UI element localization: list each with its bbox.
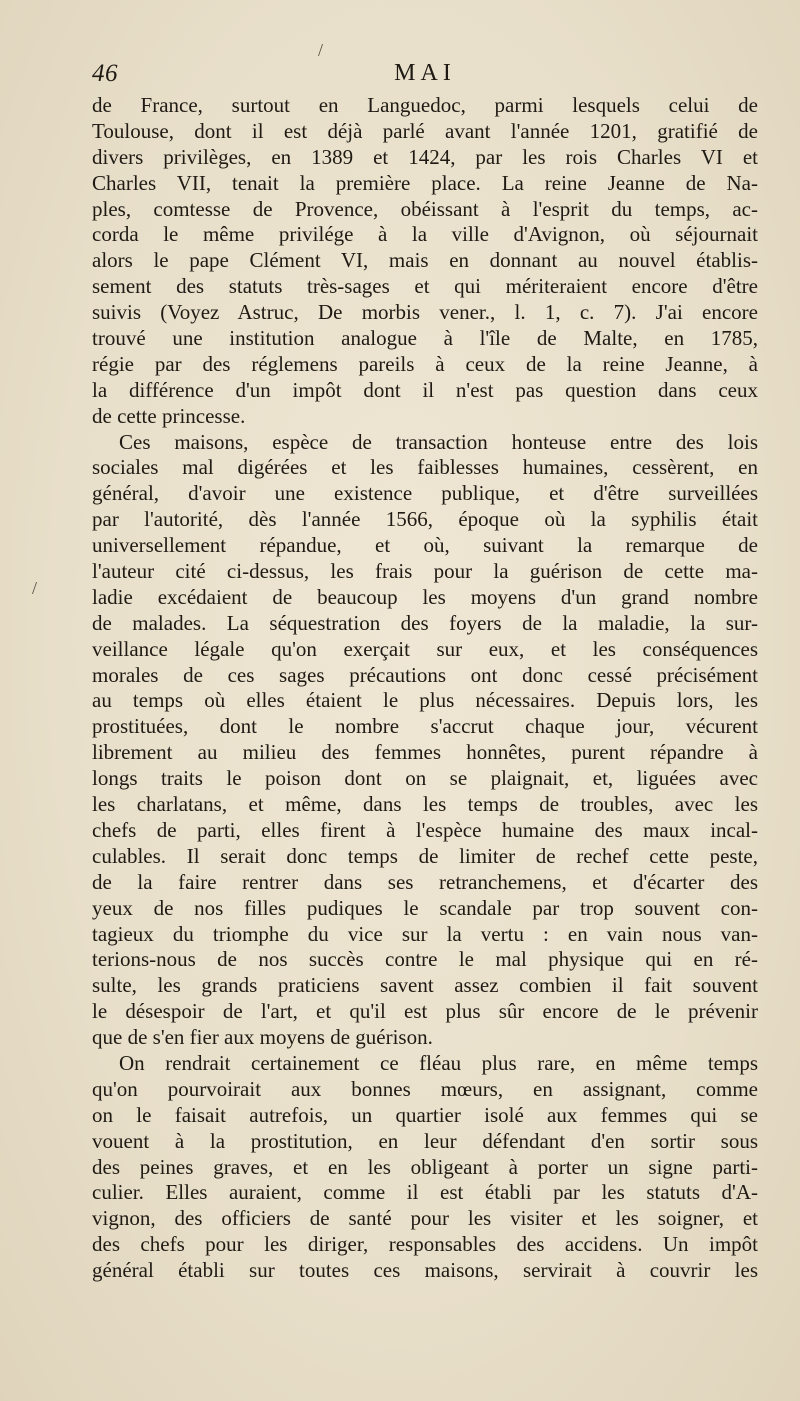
text-line: par l'autorité, dès l'année 1566, époque où la syphilis était [92, 507, 758, 532]
body-text [92, 93, 758, 1284]
running-head: MAI [394, 60, 456, 86]
text-line: morales de ces sages précautions ont donc cessé précisément [92, 662, 758, 687]
text-line: régie par des réglemens pareils à ceux de la reine Jeanne, à [92, 351, 758, 376]
text-line: chefs de parti, elles firent à l'espèce humaine des maux incal- [92, 817, 758, 842]
text-line: général établi sur toutes ces maisons, servirait à couvrir les [92, 1258, 758, 1283]
text-line: sulte, les grands praticiens savent assez combien il fait souvent [92, 973, 758, 998]
text-line: librement au milieu des femmes honnêtes, purent répandre à [92, 740, 758, 765]
page-number: 46 [92, 60, 118, 87]
text-line: tagieux du triomphe du vice sur la vertu : en vain nous van- [92, 921, 758, 946]
text-line: de France, surtout en Languedoc, parmi lesquels celui de [92, 93, 758, 117]
text-line: culables. Il serait donc temps de limiter de rechef cette peste, [92, 843, 758, 868]
text-line: Charles VII, tenait la première place. La reine Jeanne de Na- [92, 170, 758, 195]
text-line: On rendrait certainement ce fléau plus rare, en même temps [119, 1050, 758, 1075]
text-line: général, d'avoir une existence publique, et d'être surveillées [92, 481, 758, 506]
text-line: yeux de nos filles pudiques le scandale par trop souvent con- [92, 895, 758, 920]
margin-mark: / [32, 578, 38, 598]
text-line: au temps où elles étaient le plus nécessaires. Depuis lors, les [92, 688, 758, 713]
text-line: de malades. La séquestration des foyers de la maladie, la sur- [92, 610, 758, 635]
text-line: Toulouse, dont il est déjà parlé avant l'année 1201, gratifié de [92, 118, 758, 143]
text-line: des chefs pour les diriger, responsables des accidens. Un impôt [92, 1232, 758, 1257]
text-line: sement des statuts très-sages et qui mériteraient encore d'être [92, 274, 758, 299]
text-line: terions-nous de nos succès contre le mal physique qui en ré- [92, 947, 758, 972]
text-line: de cette princesse. [92, 403, 246, 428]
text-line: la différence d'un impôt dont il n'est pas question dans ceux [92, 377, 758, 402]
text-line: sociales mal digérées et les faiblesses humaines, cessèrent, en [92, 455, 758, 480]
text-line: on le faisait autrefois, un quartier isolé aux femmes qui se [92, 1102, 758, 1127]
text-line: que de s'en fier aux moyens de guérison. [92, 1025, 433, 1050]
text-line: ladie excédaient de beaucoup les moyens d'un grand nombre [92, 584, 758, 609]
text-line: alors le pape Clément VI, mais en donnant au nouvel établis- [92, 248, 758, 273]
text-line: corda le même privilége à la ville d'Avignon, où séjournait [92, 222, 758, 247]
text-line: culier. Elles auraient, comme il est établi par les statuts d'A- [92, 1180, 758, 1205]
text-line: ples, comtesse de Provence, obéissant à l'esprit du temps, ac- [92, 196, 758, 221]
margin-mark: / [318, 40, 324, 60]
text-line: Ces maisons, espèce de transaction honteuse entre des lois [119, 429, 758, 454]
text-line: longs traits le poison dont on se plaignait, et, liguées avec [92, 766, 758, 791]
page-header [92, 60, 758, 94]
text-line: les charlatans, et même, dans les temps de troubles, avec les [92, 792, 758, 817]
text-line: prostituées, dont le nombre s'accrut chaque jour, vécurent [92, 714, 758, 739]
text-line: vouent à la prostitution, en leur défendant d'en sortir sous [92, 1128, 758, 1153]
text-line: de la faire rentrer dans ses retranchemens, et d'écarter des [92, 869, 758, 894]
text-line: des peines graves, et en les obligeant à porter un signe parti- [92, 1154, 758, 1179]
text-line: qu'on pourvoirait aux bonnes mœurs, en assignant, comme [92, 1076, 758, 1101]
text-line: suivis (Voyez Astruc, De morbis vener., l. 1, c. 7). J'ai encore [92, 300, 758, 325]
text-line: vignon, des officiers de santé pour les visiter et les soigner, et [92, 1206, 758, 1231]
text-line: le désespoir de l'art, et qu'il est plus sûr encore de le prévenir [92, 999, 758, 1024]
text-line: trouvé une institution analogue à l'île de Malte, en 1785, [92, 326, 758, 351]
text-line: veillance légale qu'on exerçait sur eux, et les conséquences [92, 636, 758, 661]
text-line: divers privilèges, en 1389 et 1424, par les rois Charles VI et [92, 144, 758, 169]
text-line: l'auteur cité ci-dessus, les frais pour la guérison de cette ma- [92, 559, 758, 584]
text-line: universellement répandue, et où, suivant la remarque de [92, 533, 758, 558]
